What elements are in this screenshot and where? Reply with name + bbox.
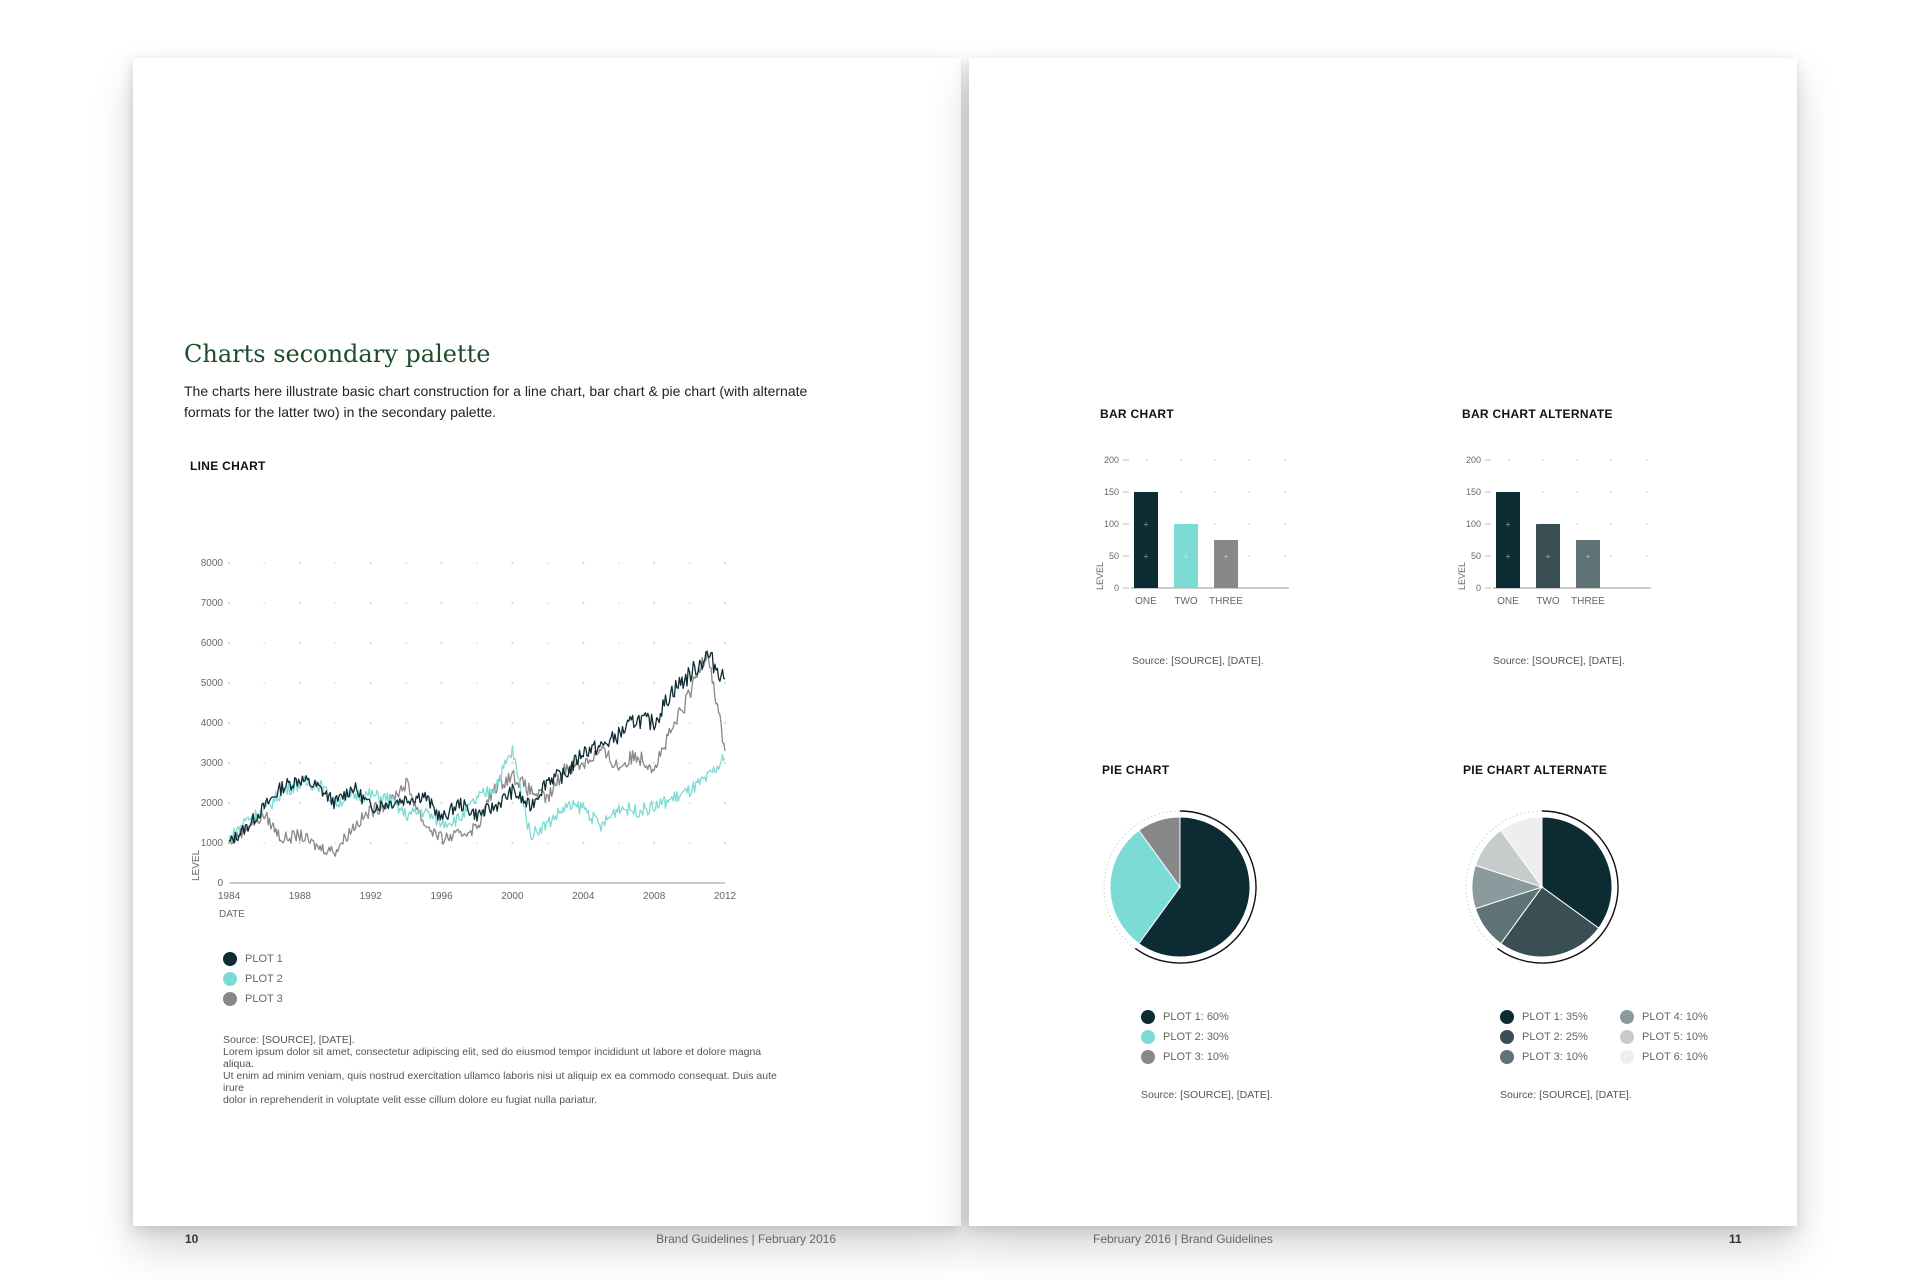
grid-dot [1646,491,1648,493]
grid-dot [1284,555,1286,557]
y-axis-label: LEVEL [1457,561,1467,590]
grid-dot [405,602,407,604]
grid-dot [1610,491,1612,493]
grid-dot [653,682,655,684]
bar-grid-mark: + [1183,552,1189,561]
grid-dot [1542,491,1544,493]
grid-dot [724,642,726,644]
grid-dot [334,682,336,684]
grid-dot [299,602,301,604]
grid-dot [370,682,372,684]
x-tick-label: ONE [1497,596,1519,607]
grid-dot [724,602,726,604]
grid-dot [440,722,442,724]
grid-dot [370,562,372,564]
y-tick-label: 200 [1103,455,1119,465]
x-tick-label: TWO [1536,596,1560,607]
bar-grid-mark: + [1143,552,1149,561]
legend-label: PLOT 1: 35% [1522,1011,1588,1023]
grid-dot [405,682,407,684]
grid-dot [228,682,230,684]
line-chart-heading: LINE CHART [190,459,266,473]
grid-dot [1180,491,1182,493]
x-tick-label: ONE [1135,596,1157,607]
grid-dot [228,642,230,644]
bar-chart-heading: BAR CHART [1100,407,1175,421]
y-tick-label: 3000 [200,758,223,769]
legend-plot-3 [223,992,283,1006]
grid-dot [370,762,372,764]
grid-dot [1214,459,1216,461]
x-tick-label: 1992 [359,891,382,902]
y-tick-label: 0 [1113,583,1119,593]
page-number: 10 [185,1232,199,1246]
pie-alt-legend-plot-6 [1620,1050,1708,1064]
grid-dot [582,722,584,724]
grid-dot [334,842,336,844]
grid-dot [1610,523,1612,525]
pie-chart [1095,802,1265,972]
grid-dot [618,642,620,644]
y-tick-label: 100 [1465,519,1481,529]
grid-dot [1284,459,1286,461]
grid-dot [1508,459,1510,461]
grid-dot [334,642,336,644]
grid-dot [547,602,549,604]
bar-grid-mark: + [1143,520,1149,529]
grid-dot [263,842,265,844]
grid-dot [1576,523,1578,525]
grid-dot [618,682,620,684]
grid-dot [1542,459,1544,461]
grid-dot [653,602,655,604]
grid-dot [1180,459,1182,461]
y-tick-label: 150 [1465,487,1481,497]
legend-dot [1620,1030,1634,1044]
y-tick-label: 4000 [200,718,223,729]
legend-dot [1500,1030,1514,1044]
grid-dot [228,562,230,564]
grid-dot [547,562,549,564]
pie-chart-heading: PIE CHART [1102,763,1170,777]
bar-chart-source: Source: [SOURCE], [DATE]. [1132,655,1264,667]
grid-dot [618,562,620,564]
pie-legend-plot-2 [1141,1030,1229,1044]
grid-dot [547,682,549,684]
y-tick-label: 200 [1465,455,1481,465]
pie-chart-alternate [1457,802,1627,972]
y-tick-label: 50 [1108,551,1119,561]
grid-dot [334,602,336,604]
lorem-line-2: Ut enim ad minim veniam, quis nostrud exercitation ullamco laboris nisi ut aliquip ex ea commodo consequat. Duis aute irure [223,1070,777,1094]
grid-dot [440,682,442,684]
grid-dot [724,802,726,804]
grid-dot [476,642,478,644]
bar-chart-alt-source: Source: [SOURCE], [DATE]. [1493,655,1625,667]
grid-dot [724,842,726,844]
grid-dot [440,602,442,604]
grid-dot [511,682,513,684]
x-tick-label: THREE [1209,596,1243,607]
legend-label: PLOT 3: 10% [1163,1051,1229,1063]
grid-dot [299,562,301,564]
x-tick-label: 1996 [430,891,453,902]
x-tick-label: 2012 [713,891,737,902]
grid-dot [299,642,301,644]
legend-label: PLOT 1: 60% [1163,1011,1229,1023]
grid-dot [263,722,265,724]
grid-dot [299,682,301,684]
grid-dot [476,602,478,604]
grid-dot [299,842,301,844]
grid-dot [582,842,584,844]
grid-dot [689,802,691,804]
grid-dot [1646,555,1648,557]
grid-dot [582,682,584,684]
grid-dot [299,762,301,764]
grid-dot [724,562,726,564]
grid-dot [405,642,407,644]
grid-dot [405,562,407,564]
grid-dot [405,722,407,724]
x-tick-label: TWO [1174,596,1198,607]
grid-dot [547,642,549,644]
line-chart-notes [223,1034,783,1106]
grid-dot [263,602,265,604]
pie-alt-legend-plot-2 [1500,1030,1588,1044]
legend-dot [1141,1050,1155,1064]
grid-dot [440,802,442,804]
bar-grid-mark: + [1545,552,1551,561]
grid-dot [263,762,265,764]
legend-dot [1141,1030,1155,1044]
y-tick-label: 150 [1103,487,1119,497]
grid-dot [547,842,549,844]
grid-dot [370,722,372,724]
grid-dot [476,722,478,724]
page-footer: February 2016 | Brand Guidelines [1093,1232,1273,1246]
grid-dot [618,802,620,804]
grid-dot [370,602,372,604]
grid-dot [263,682,265,684]
pie-alt-legend-plot-4 [1620,1010,1708,1024]
grid-dot [618,722,620,724]
legend-plot-2 [223,972,283,986]
grid-dot [476,842,478,844]
grid-dot [1248,555,1250,557]
grid-dot [263,562,265,564]
y-tick-label: 2000 [200,798,223,809]
grid-dot [653,562,655,564]
grid-dot [547,722,549,724]
grid-dot [476,562,478,564]
page-title: Charts secondary palette [184,340,491,368]
x-tick-label: 2004 [572,891,595,902]
grid-dot [1646,523,1648,525]
grid-dot [334,562,336,564]
grid-dot [476,682,478,684]
bar-chart-alternate [1451,438,1691,618]
grid-dot [370,642,372,644]
bar-one [1496,492,1520,588]
y-axis-label: LEVEL [1095,561,1105,590]
grid-dot [547,762,549,764]
legend-dot [1141,1010,1155,1024]
bar-grid-mark: + [1223,552,1229,561]
grid-dot [334,762,336,764]
grid-dot [228,722,230,724]
bar-chart [1089,438,1329,618]
legend-label: PLOT 3 [245,993,283,1005]
grid-dot [689,602,691,604]
y-tick-label: 7000 [200,598,223,609]
grid-dot [476,762,478,764]
grid-dot [653,642,655,644]
page-number: 11 [1729,1232,1742,1246]
pie-chart-source: Source: [SOURCE], [DATE]. [1141,1089,1273,1101]
series-line-plot-1 [229,652,725,843]
legend-dot-plot-2 [223,972,237,986]
grid-dot [1576,491,1578,493]
grid-dot [653,762,655,764]
y-tick-label: 1000 [200,838,223,849]
pie-chart-alt-source: Source: [SOURCE], [DATE]. [1500,1089,1632,1101]
y-tick-label: 8000 [200,558,223,569]
bar-chart-alt-heading: BAR CHART ALTERNATE [1462,407,1613,421]
legend-label: PLOT 5: 10% [1642,1031,1708,1043]
grid-dot [511,602,513,604]
grid-dot [1576,459,1578,461]
grid-dot [511,762,513,764]
y-tick-label: 5000 [200,678,223,689]
grid-dot [511,802,513,804]
lorem-line-3: dolor in reprehenderit in voluptate velit esse cillum dolore eu fugiat nulla pariatur. [223,1094,598,1106]
lorem-line-1: Lorem ipsum dolor sit amet, consectetur adipiscing elit, sed do eiusmod tempor incididunt ut labore et dolore magna aliqua. [223,1046,762,1070]
grid-dot [511,842,513,844]
y-tick-label: 6000 [200,638,223,649]
grid-dot [618,842,620,844]
grid-dot [689,762,691,764]
grid-dot [1610,555,1612,557]
legend-dot [1620,1010,1634,1024]
legend-label: PLOT 2 [245,973,283,985]
y-axis-label: LEVEL [191,849,202,881]
grid-dot [724,762,726,764]
grid-dot [1284,523,1286,525]
grid-dot [228,602,230,604]
series-line-plot-3 [229,651,725,857]
grid-dot [511,722,513,724]
pie-legend-plot-3 [1141,1050,1229,1064]
grid-dot [299,722,301,724]
legend-dot-plot-1 [223,952,237,966]
y-tick-label: 50 [1470,551,1481,561]
pie-chart-alt-heading: PIE CHART ALTERNATE [1463,763,1608,777]
grid-dot [1248,459,1250,461]
grid-dot [299,802,301,804]
grid-dot [1610,459,1612,461]
legend-dot-plot-3 [223,992,237,1006]
left-page [133,58,961,1246]
bar-three [1576,540,1600,588]
grid-dot [582,602,584,604]
grid-dot [618,602,620,604]
grid-dot [582,562,584,564]
y-tick-label: 100 [1103,519,1119,529]
grid-dot [405,842,407,844]
x-tick-label: 1984 [217,891,241,902]
grid-dot [653,842,655,844]
source-note: Source: [SOURCE], [DATE]. [223,1034,355,1046]
grid-dot [370,842,372,844]
grid-dot [1248,523,1250,525]
pie-legend-plot-1 [1141,1010,1229,1024]
line-chart [173,488,933,928]
grid-dot [228,762,230,764]
legend-dot [1500,1050,1514,1064]
grid-dot [440,642,442,644]
grid-dot [1146,459,1148,461]
grid-dot [689,562,691,564]
legend-label: PLOT 2: 25% [1522,1031,1588,1043]
legend-label: PLOT 3: 10% [1522,1051,1588,1063]
right-page [969,58,1797,1246]
legend-dot [1500,1010,1514,1024]
grid-dot [440,762,442,764]
grid-dot [689,682,691,684]
grid-dot [1214,491,1216,493]
legend-label: PLOT 2: 30% [1163,1031,1229,1043]
grid-dot [724,682,726,684]
bar-one [1134,492,1158,588]
grid-dot [334,722,336,724]
x-axis-label: DATE [219,909,245,920]
grid-dot [724,722,726,724]
grid-dot [1248,491,1250,493]
pie-alt-legend-plot-3 [1500,1050,1588,1064]
grid-dot [618,762,620,764]
grid-dot [1646,459,1648,461]
page-footer: Brand Guidelines | February 2016 [656,1232,836,1246]
legend-label: PLOT 4: 10% [1642,1011,1708,1023]
x-tick-label: 2000 [501,891,524,902]
grid-dot [1214,523,1216,525]
grid-dot [511,642,513,644]
grid-dot [689,842,691,844]
grid-dot [440,562,442,564]
grid-dot [653,802,655,804]
bar-three [1214,540,1238,588]
x-tick-label: 1988 [288,891,311,902]
legend-label: PLOT 6: 10% [1642,1051,1708,1063]
legend-dot [1620,1050,1634,1064]
x-tick-label: THREE [1571,596,1605,607]
x-tick-label: 2008 [643,891,666,902]
grid-dot [263,642,265,644]
y-tick-label: 0 [217,878,223,889]
grid-dot [1284,491,1286,493]
grid-dot [228,802,230,804]
intro-paragraph: The charts here illustrate basic chart construction for a line chart, bar chart & pie chart (with alternate formats for the latter two) in the secondary palette. [184,383,808,420]
pie-alt-legend-plot-5 [1620,1030,1708,1044]
bar-grid-mark: + [1585,552,1591,561]
grid-dot [689,642,691,644]
grid-dot [511,562,513,564]
legend-plot-1 [223,952,283,966]
legend-label: PLOT 1 [245,953,283,965]
grid-dot [547,802,549,804]
bar-grid-mark: + [1505,552,1511,561]
pie-alt-legend-plot-1 [1500,1010,1588,1024]
y-tick-label: 0 [1475,583,1481,593]
grid-dot [582,642,584,644]
bar-grid-mark: + [1505,520,1511,529]
grid-dot [689,722,691,724]
grid-dot [405,762,407,764]
